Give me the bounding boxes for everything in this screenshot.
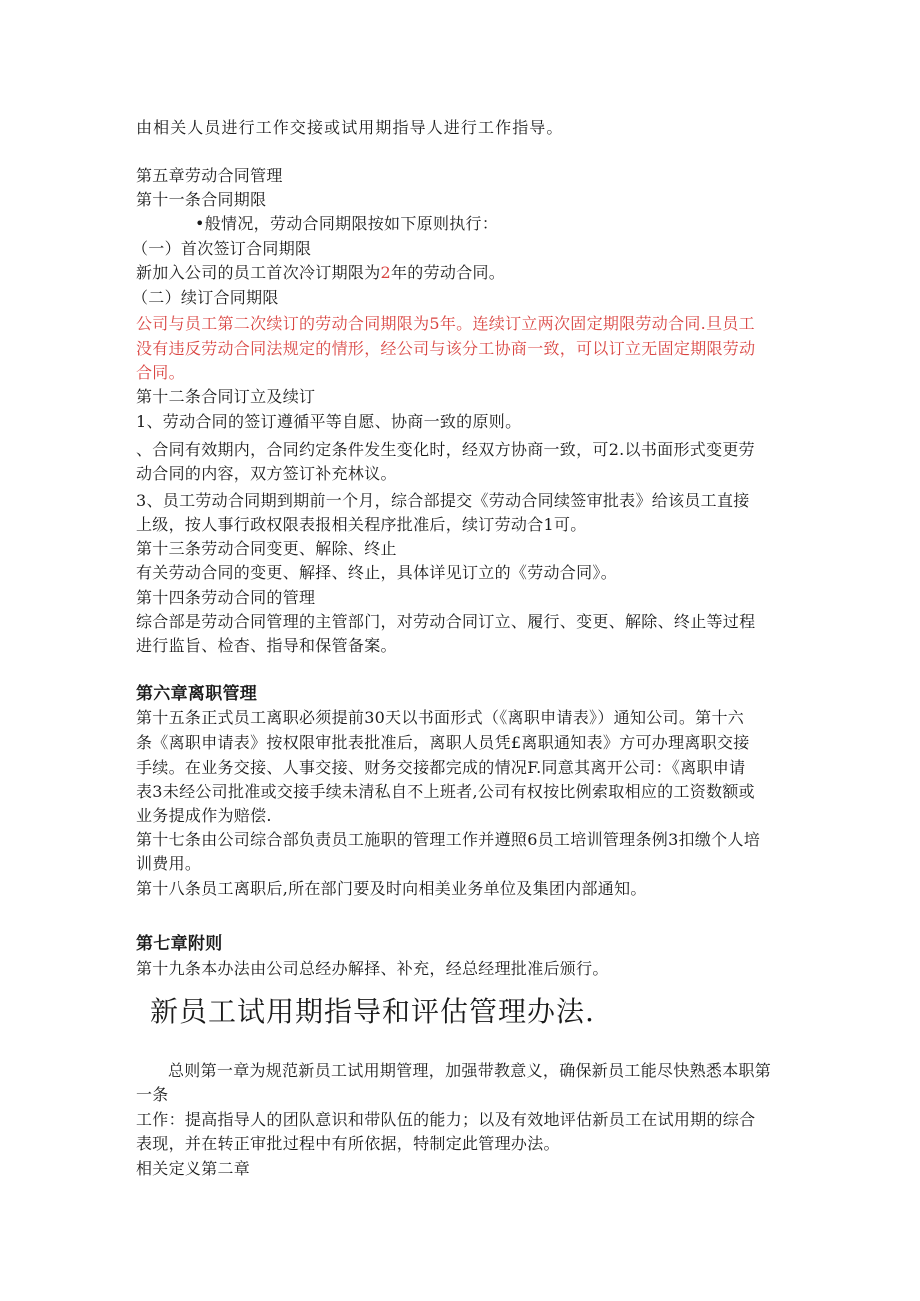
paragraph-line: 、合同有效期内，合同约定条件发生变化时，经双方协商一致，可2.以书面形式变更劳 [136,440,755,459]
paragraph-line: 上级，按人事行政权限表报相关程序批准后，续订劳动合1可。 [136,515,587,534]
sub-heading: （一）首次签订合同期限 [132,239,312,258]
highlighted-line: 公司与员工第二次续订的劳动合同期限为5年。连续订立两次固定期限劳动合同.旦员工 [136,314,755,333]
paragraph-line: 第十九条本办法由公司总经办解择、补充，经总经理批准后颁行。 [136,959,609,978]
chapter-heading: 第七章附则 [136,934,223,954]
text-segment: 年的劳动合同。 [391,263,506,282]
paragraph-line: 表3未经公司批准或交接手续未清私自不上班者,公司有权按比例索取相应的工资数额或 [136,782,755,801]
paragraph-line: 总则第一章为规范新员工试用期管理，加强带教意义，确保新员工能尽快熟悉本职第 [168,1061,772,1080]
chapter-heading: 第六章离职管理 [136,684,258,704]
text-segment: 新加入公司的员工首次冷订期限为 [136,263,381,282]
paragraph-line: 工作：提高指导人的团队意识和带队伍的能力；以及有效地评估新员工在试用期的综合 [136,1110,756,1129]
paragraph-line: •般情况，劳动合同期限按如下原则执行： [195,214,499,233]
article-heading: 第十一条合同期限 [136,190,267,209]
chapter-heading: 第五章劳动合同管理 [136,166,283,185]
paragraph-line: 一条 [136,1085,169,1104]
article-heading: 第十四条劳动合同的管理 [136,588,316,607]
article-heading: 第十三条劳动合同变更、解除、终止 [136,539,397,558]
paragraph-line: 表现，并在转正审批过程中有所依据，特制定此管理办法。 [136,1134,560,1153]
paragraph-line [136,261,505,285]
highlighted-line: 合同。 [136,363,185,382]
paragraph-line: 第十五条正式员工离职必须提前30天以书面形式（《离职申请表》）通知公司。第十六 [136,708,745,727]
paragraph-line: 第十七条由公司综合部负责员工施职的管理工作并遵照6员工培训管理条例3扣缴个人培 [136,830,761,849]
paragraph-line: 手续。在业务交接、人事交接、财务交接都完成的情况F.同意其离开公司：《离职申请 [136,758,746,777]
paragraph-line: 条《离职申请表》按权限审批表批准后，离职人员凭£离职通知表》方可办理离职交接 [136,733,750,752]
paragraph-line: 有关劳动合同的变更、解择、终止，具体详见订立的《劳动合同》。 [136,563,618,582]
sub-heading: （二）续订合同期限 [132,288,279,307]
paragraph-line: 3、员工劳动合同期到期前一个月，综合部提交《劳动合同续签审批表》给该员工直接 [136,491,750,510]
paragraph-line: 第十八条员工离职后,所在部门要及时向相美业务单位及集团内部通知。 [136,879,647,898]
paragraph-line: 动合同的内容，双方签订补充林议。 [136,464,397,483]
document-title: 新员工试用期指导和评估管理办法. [150,995,595,1028]
highlighted-line: 没有违反劳动合同法规定的情形，经公司与该分工协商一致，可以订立无固定期限劳动 [136,339,756,358]
article-heading: 第十二条合同订立及续订 [136,387,316,406]
paragraph-line: 综合部是劳动合同管理的主管部门，对劳动合同订立、履行、变更、解除、终止等过程 [136,612,756,631]
paragraph-line: 进行监旨、检杳、指导和保管备案。 [136,636,397,655]
paragraph-line: 由相关人员进行工作交接或试用期指导人进行工作指导。 [136,118,564,137]
paragraph-line: 相关定义第二章 [136,1159,251,1178]
paragraph-line: 训费用。 [136,854,202,873]
highlighted-number: 2 [380,263,391,282]
paragraph-line: 1、劳动合同的签订遵循平等自愿、协商一致的原则。 [136,412,522,431]
paragraph-line: 业务提成作为赔偿. [136,806,272,825]
